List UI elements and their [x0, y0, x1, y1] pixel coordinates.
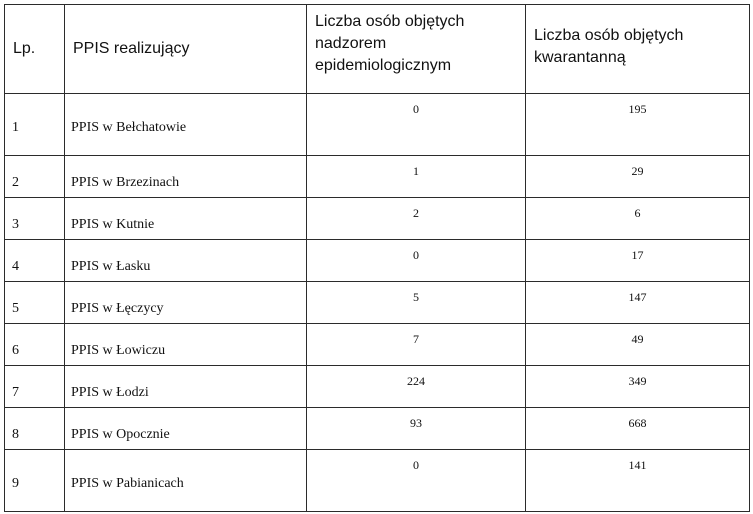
row-ppis-name: PPIS w Bełchatowie [65, 94, 307, 156]
row-nadzor-value: 0 [307, 240, 526, 282]
table-row [5, 366, 750, 408]
row-kwarantanna-value: 668 [526, 408, 750, 450]
row-ppis-name: PPIS w Brzezinach [65, 156, 307, 198]
table-row [5, 408, 750, 450]
row-kwarantanna-value: 6 [526, 198, 750, 240]
table-row [5, 240, 750, 282]
row-kwarantanna-value: 141 [526, 450, 750, 512]
row-lp: 6 [5, 324, 65, 366]
header-ppis: PPIS realizujący [65, 5, 307, 94]
header-kwarantanna: Liczba osób objętych kwarantanną [526, 5, 750, 94]
table-row [5, 282, 750, 324]
table-row [5, 198, 750, 240]
table-header-row [5, 5, 750, 94]
row-nadzor-value: 7 [307, 324, 526, 366]
table-row [5, 156, 750, 198]
row-nadzor-value: 5 [307, 282, 526, 324]
row-lp: 3 [5, 198, 65, 240]
ppis-table [4, 4, 750, 512]
row-kwarantanna-value: 29 [526, 156, 750, 198]
table-row [5, 450, 750, 512]
row-lp: 2 [5, 156, 65, 198]
table-row [5, 324, 750, 366]
row-lp: 9 [5, 450, 65, 512]
row-nadzor-value: 1 [307, 156, 526, 198]
row-lp: 5 [5, 282, 65, 324]
row-nadzor-value: 0 [307, 94, 526, 156]
table-row [5, 94, 750, 156]
row-nadzor-value: 93 [307, 408, 526, 450]
header-lp: Lp. [5, 5, 65, 94]
row-ppis-name: PPIS w Łowiczu [65, 324, 307, 366]
row-ppis-name: PPIS w Łodzi [65, 366, 307, 408]
row-ppis-name: PPIS w Łęczycy [65, 282, 307, 324]
row-nadzor-value: 224 [307, 366, 526, 408]
row-kwarantanna-value: 349 [526, 366, 750, 408]
row-ppis-name: PPIS w Opocznie [65, 408, 307, 450]
row-kwarantanna-value: 17 [526, 240, 750, 282]
row-lp: 8 [5, 408, 65, 450]
row-nadzor-value: 0 [307, 450, 526, 512]
row-ppis-name: PPIS w Pabianicach [65, 450, 307, 512]
row-kwarantanna-value: 147 [526, 282, 750, 324]
row-lp: 7 [5, 366, 65, 408]
row-kwarantanna-value: 49 [526, 324, 750, 366]
row-lp: 4 [5, 240, 65, 282]
row-ppis-name: PPIS w Kutnie [65, 198, 307, 240]
header-nadzor: Liczba osób objętych nadzorem epidemiologicznym [307, 5, 526, 94]
row-kwarantanna-value: 195 [526, 94, 750, 156]
row-nadzor-value: 2 [307, 198, 526, 240]
row-lp: 1 [5, 94, 65, 156]
row-ppis-name: PPIS w Łasku [65, 240, 307, 282]
